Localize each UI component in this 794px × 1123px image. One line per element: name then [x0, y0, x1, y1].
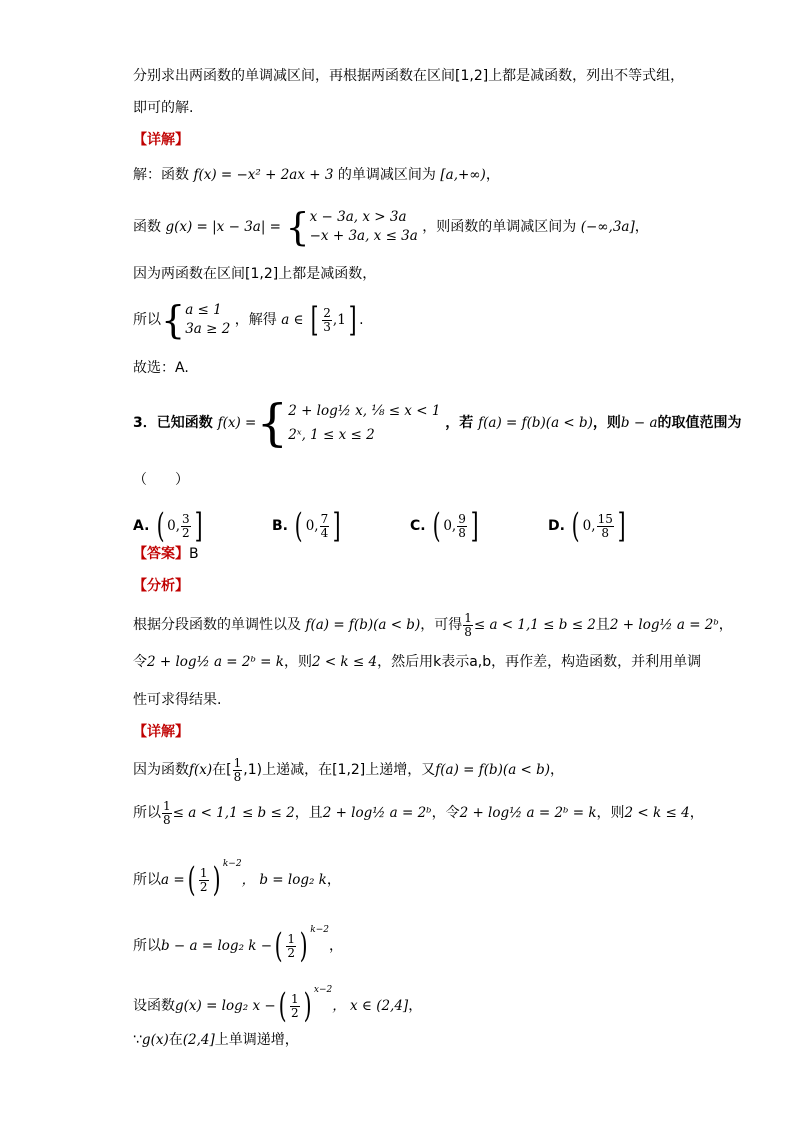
analysis-text-line1: 分别求出两函数的单调减区间，再根据两函数在区间[1,2]上都是减函数，列出不等式组，: [133, 68, 685, 84]
answer-line: [133, 544, 199, 564]
q3-end: 的取值范围为: [657, 415, 742, 431]
option-b-label: B.: [272, 518, 288, 534]
sol-f-interval: [a,+∞): [440, 167, 486, 183]
detail2-line2: 所以 $\frac{1}{8}$ ≤ a < 1,1 ≤ b ≤ 2，且2 + log½ a = 2ᵇ，令2 + log½ a = 2ᵇ = k，则2 < k ≤ 4，: [133, 798, 704, 827]
detail-heading-2: 【详解】: [133, 724, 189, 740]
option-c-fraction: $\frac{9}{8}$: [458, 511, 466, 540]
cases-brace: {: [285, 205, 310, 249]
answer-tag: 【答案】: [133, 546, 189, 562]
analysis-line3: 性可求得结果.: [133, 692, 222, 708]
q3-condition: f(a) = f(b)(a < b): [478, 415, 593, 431]
detail2-line4: 所以b − a = log₂ k −( $\frac{1}{2}$ ) $^{k-2}$，: [133, 925, 343, 966]
question-3-stem: [133, 394, 742, 452]
solution-g-line: 函数 g(x) = |x − 3a| = { x − 3a, x > 3a −x + 3a, x ≤ 3a ，则函数的单调减区间为 (−∞,3a]，: [133, 205, 649, 249]
q3-case1: 2 + log½ x, ⅛ ≤ x < 1: [288, 403, 441, 419]
because-line: 因为两函数在区间[1,2]上都是减函数，: [133, 266, 377, 282]
bracket-left: [: [310, 300, 319, 340]
detail2-line3: 所以a =( $\frac{1}{2}$ ) $^{k-2}$， b = log₂ k，: [133, 859, 341, 900]
solution-f-line: 解：函数 f(x) = −x² + 2ax + 3 的单调减区间为 [a,+∞)，: [133, 167, 500, 183]
option-d-label: D.: [548, 518, 565, 534]
choose-line: 故选：A.: [133, 360, 189, 376]
option-a-fraction: $\frac{3}{2}$: [182, 511, 190, 540]
bracket-right: ]: [348, 300, 357, 340]
option-a-label: A.: [133, 518, 150, 534]
fraction-one-eighth: $\frac{1}{8}$: [464, 610, 472, 639]
analysis-heading: 【分析】: [133, 578, 189, 594]
q3-case2: 2ˣ, 1 ≤ x ≤ 2: [288, 427, 375, 443]
so-case2: 3a ≥ 2: [185, 321, 231, 337]
fraction-two-thirds: $\frac{2}{3}$: [323, 305, 331, 334]
so-line: 所以{ a ≤ 1 3a ≥ 2 ，解得 a ∈ [ $\frac{2}{3}$ ,1] .: [133, 298, 364, 342]
option-b[interactable]: B. ( 0, $\frac{7}{4}$ ]: [272, 506, 341, 546]
sol-f-expression: f(x) = −x² + 2ax + 3: [193, 167, 334, 183]
sol-g-interval: (−∞,3a]: [580, 219, 635, 235]
sol-g-expression: g(x) = |x − 3a| =: [165, 219, 281, 235]
sol-g-cases: [310, 208, 418, 246]
q3-mid: ，若: [445, 415, 474, 431]
q3-number: 3．已知函数: [133, 415, 213, 431]
answer-value: B: [189, 546, 199, 562]
sol-g-prefix: 函数: [133, 219, 161, 235]
so-cases: [185, 301, 230, 339]
q3-brace: {: [256, 394, 289, 452]
option-a[interactable]: A. ( 0, $\frac{3}{2}$ ]: [133, 506, 203, 546]
q3-b-minus-a: b − a: [620, 415, 658, 431]
analysis-line2: 令2 + log½ a = 2ᵇ = k，则2 < k ≤ 4，然后用k表示a,b，再作差，构造函数，并利用单调: [133, 654, 702, 670]
so-result-prefix: a ∈: [281, 312, 304, 328]
option-c[interactable]: C. ( 0, $\frac{9}{8}$ ]: [410, 506, 479, 546]
sol-g-mid: ，则函数的单调减区间为: [422, 219, 577, 235]
q3-tail: ，则: [592, 415, 621, 431]
detail2-line5: 设函数g(x) = log₂ x −( $\frac{1}{2}$ ) $^{x-2}$， x ∈ (2,4]，: [133, 985, 423, 1026]
so-case1: a ≤ 1: [185, 302, 222, 318]
option-c-label: C.: [410, 518, 426, 534]
q3-answer-blank: （ ）: [133, 472, 189, 488]
q3-fx: f(x) =: [217, 415, 257, 431]
cases-brace-2: {: [161, 298, 186, 342]
option-d-fraction: $\frac{15}{8}$: [597, 511, 613, 540]
detail2-line6: ∵g(x)在(2,4]上单调递增，: [133, 1032, 299, 1048]
sol-g-case2: −x + 3a, x ≤ 3a: [309, 228, 418, 244]
option-d[interactable]: D. ( 0, $\frac{15}{8}$ ]: [548, 506, 626, 546]
sol-f-mid: 的单调减区间为: [337, 167, 436, 183]
detail-heading-1: 【详解】: [133, 132, 189, 148]
q3-cases: [288, 399, 440, 447]
analysis-line1: 根据分段函数的单调性以及 f(a) = f(b)(a < b)，可得 $\frac{1}{8}$ ≤ a < 1,1 ≤ b ≤ 2且2 + log½ a = 2ᵇ，: [133, 610, 733, 639]
option-b-fraction: $\frac{7}{4}$: [320, 511, 329, 540]
detail2-line1: 因为函数f(x)在[ $\frac{1}{8}$ ,1)上递减，在[1,2]上递增，又f(a) = f(b)(a < b)，: [133, 755, 565, 784]
analysis-text-line2: 即可的解.: [133, 100, 194, 116]
sol-g-case1: x − 3a, x > 3a: [309, 209, 407, 225]
sol-f-prefix: 解：函数: [133, 167, 189, 183]
so-mid: ，解得: [234, 312, 277, 328]
so-prefix: 所以: [133, 312, 161, 328]
